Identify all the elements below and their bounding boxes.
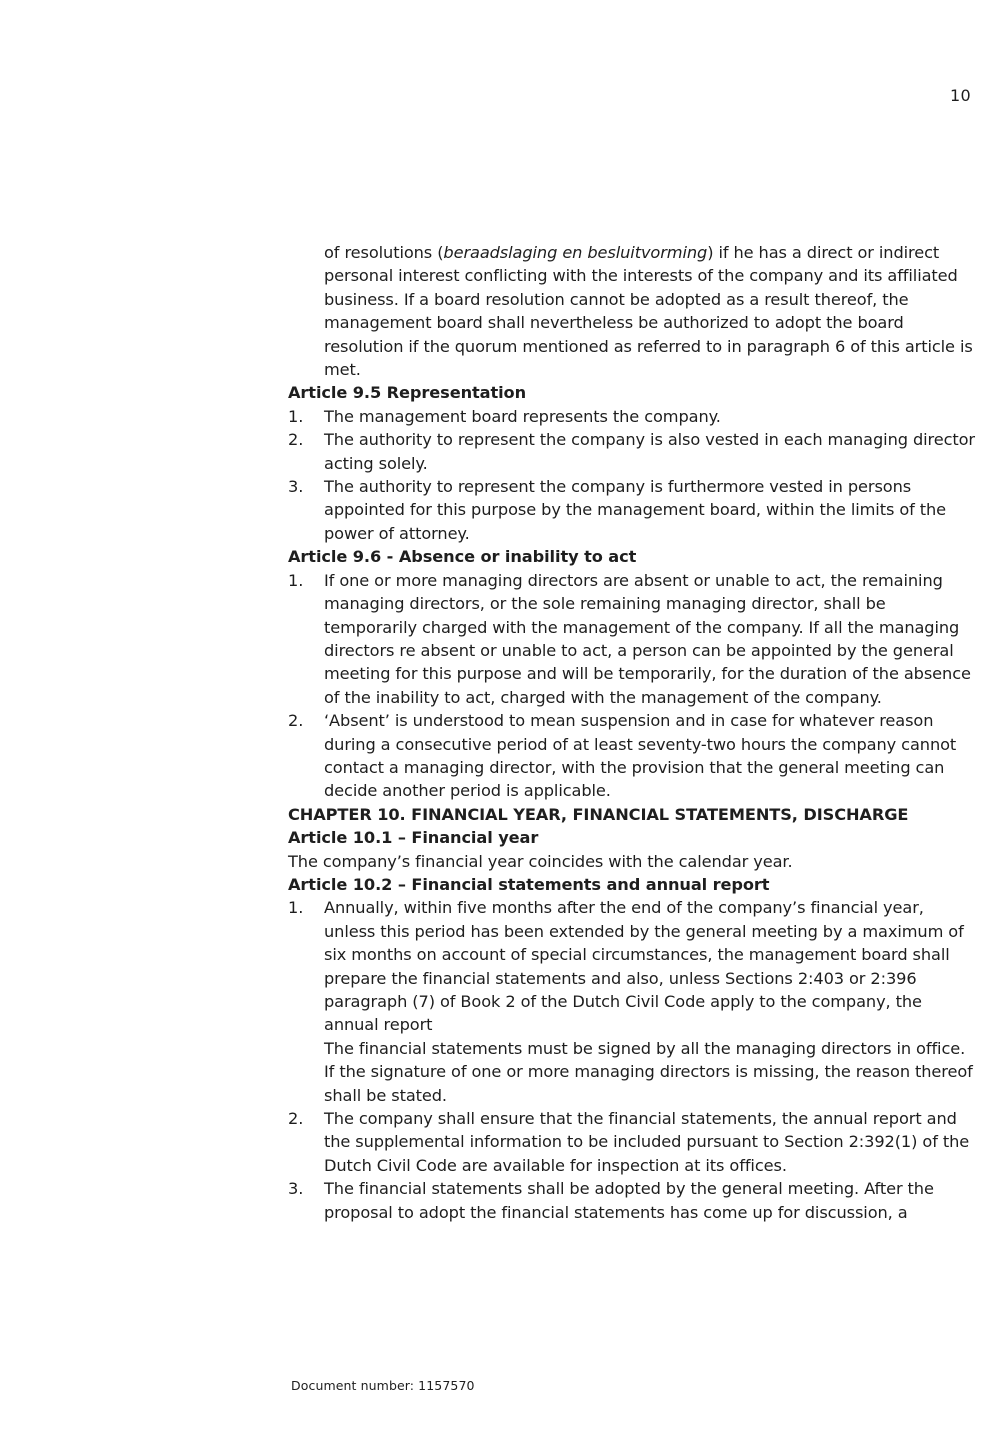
list-item-number: 1. bbox=[288, 570, 304, 590]
list-item-text: The management board represents the company. bbox=[324, 406, 721, 426]
article-9-5-list bbox=[288, 405, 978, 545]
list-item-text: The financial statements shall be adopted by the general meeting. After the proposal to adopt the financial statements has come up for discussion, a bbox=[324, 1179, 934, 1222]
list-item bbox=[288, 709, 978, 803]
list-item-text: ‘Absent’ is understood to mean suspension and in case for whatever reason during a consecutive period of at least seventy-two hours the company cannot contact a managing director, with the provision that the general meeting can decide another period is applicable. bbox=[324, 711, 957, 801]
list-item-number: 2. bbox=[288, 430, 304, 450]
chapter-10-heading: CHAPTER 10. FINANCIAL YEAR, FINANCIAL STATEMENTS, DISCHARGE bbox=[288, 804, 909, 824]
list-item-number: 2. bbox=[288, 1109, 304, 1129]
list-item-text: If one or more managing directors are absent or unable to act, the remaining managing directors, or the sole remaining managing director, shall be temporarily charged with the management of the company. If all the managing directors re absent or unable to act, a person can be appointed by the general meeting for this purpose and will be temporarily, for the duration of the absence of the inability to act, charged with the management of the company. bbox=[324, 570, 971, 707]
list-item-text: The authority to represent the company is furthermore vested in persons appointed for this purpose by the management board, within the limits of the power of attorney. bbox=[324, 477, 947, 543]
list-item-number: 1. bbox=[288, 898, 304, 918]
list-item bbox=[288, 1177, 978, 1224]
document-number-footer: Document number: 1157570 bbox=[291, 1378, 475, 1393]
list-item-number: 3. bbox=[288, 477, 304, 497]
list-item bbox=[288, 475, 978, 545]
list-item-number: 2. bbox=[288, 711, 304, 731]
document-body bbox=[288, 241, 978, 1224]
article-9-5-heading: Article 9.5 Representation bbox=[288, 383, 526, 403]
list-item bbox=[288, 405, 978, 428]
article-10-1-heading: Article 10.1 – Financial year bbox=[288, 828, 539, 848]
article-10-2-list bbox=[288, 896, 978, 1224]
article-10-2-heading: Article 10.2 – Financial statements and annual report bbox=[288, 874, 770, 894]
list-item-number: 3. bbox=[288, 1179, 304, 1199]
list-item bbox=[288, 569, 978, 709]
list-item-number: 1. bbox=[288, 406, 304, 426]
list-item-text: The company shall ensure that the financial statements, the annual report and the supplemental information to be included pursuant to Section 2:392(1) of the Dutch Civil Code are available for inspection at its offices. bbox=[324, 1109, 970, 1175]
continuation-post: ) if he has a direct or indirect personal interest conflicting with the interests of the company and its affiliated business. If a board resolution cannot be adopted as a result thereof, the management board shall nevertheless be authorized to adopt the board resolution if the quorum mentioned as referred to in paragraph 6 of this article is met. bbox=[324, 243, 973, 380]
article-9-6-heading: Article 9.6 - Absence or inability to act bbox=[288, 547, 637, 567]
continuation-italic-term: beraadslaging en besluitvorming bbox=[443, 243, 708, 262]
list-item-text: The authority to represent the company is also vested in each managing director acting solely. bbox=[324, 430, 975, 473]
list-item bbox=[288, 1107, 978, 1177]
continuation-paragraph bbox=[288, 241, 978, 381]
article-10-1-text: The company’s financial year coincides with the calendar year. bbox=[288, 851, 793, 871]
list-item bbox=[288, 428, 978, 475]
continuation-pre: of resolutions ( bbox=[324, 243, 444, 262]
article-9-6-list bbox=[288, 569, 978, 803]
page-number: 10 bbox=[950, 86, 971, 105]
list-item bbox=[288, 896, 978, 1107]
list-item-continuation: The financial statements must be signed by all the managing directors in office. If the signature of one or more managing directors is missing, the reason thereof shall be stated. bbox=[324, 1038, 973, 1105]
list-item-text: Annually, within five months after the end of the company’s financial year, unless this period has been extended by the general meeting by a maximum of six months on account of special circumstances, the management board shall prepare the financial statements and also, unless Sections 2:403 or 2:396 paragraph (7) of Book 2 of the Dutch Civil Code apply to the company, the annual report bbox=[324, 898, 964, 1035]
